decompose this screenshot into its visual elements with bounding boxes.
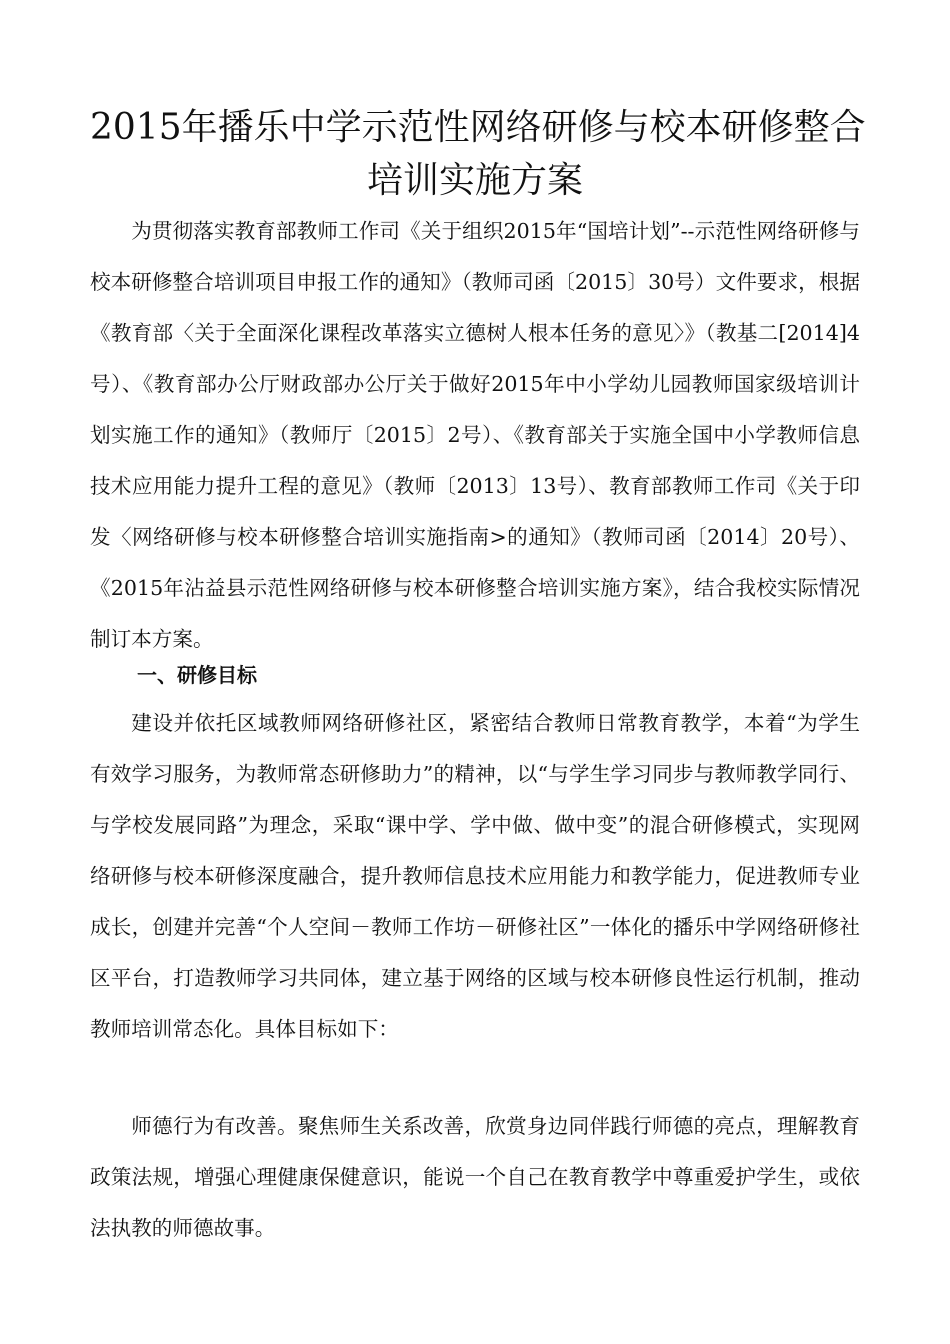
section-heading: 一、研修目标 — [137, 663, 257, 687]
intro-paragraph: 为贯彻落实教育部教师工作司《关于组织2015年“国培计划”--示范性网络研修与校本研修整合培训项目申报工作的通知》（教师司函〔2015〕30号）文件要求，根据《教育部〈关于全面深化课程改革落实立德树人根本任务的意见〉》（教基二[2014]4号）、《教育部办公厅财政部办公厅关于做好2015年中小学幼儿园教师国家级培训计划实施工作的通知》（教师厅〔2015〕2号）、《教育部关于实施全国中小学教师信息技术应用能力提升工程的意见》（教师〔2013〕13号）、教育部教师工作司《关于印发〈网络研修与校本研修整合培训实施指南>的通知》（教师司函〔2014〕20号）、《2015年沾益县示范性网络研修与校本研修整合培训实施方案》，结合我校实际情况制订本方案。 — [90, 219, 860, 651]
document-title-line-1: 2015年播乐中学示范性网络研修与校本研修整合 — [90, 107, 866, 148]
goal-paragraph: 建设并依托区域教师网络研修社区，紧密结合教师日常教育教学，本着“为学生有效学习服务，为教师常态研修助力”的精神，以“与学生学习同步与教师教学同行、与学校发展同路”为理念，采取“课中学、学中做、做中变”的混合研修模式，实现网络研修与校本研修深度融合，提升教师信息技术应用能力和教学能力，促进教师专业成长，创建并完善“个人空间－教师工作坊－研修社区”一体化的播乐中学网络研修社区平台，打造教师学习共同体，建立基于网络的区域与校本研修良性运行机制，推动教师培训常态化。具体目标如下： — [90, 711, 860, 1041]
ethics-paragraph: 师德行为有改善。聚焦师生关系改善，欣赏身边同伴践行师德的亮点，理解教育政策法规，增强心理健康保健意识，能说一个自己在教育教学中尊重爱护学生，或依法执教的师德故事。 — [90, 1114, 860, 1240]
document-title-line-2: 培训实施方案 — [366, 160, 583, 201]
